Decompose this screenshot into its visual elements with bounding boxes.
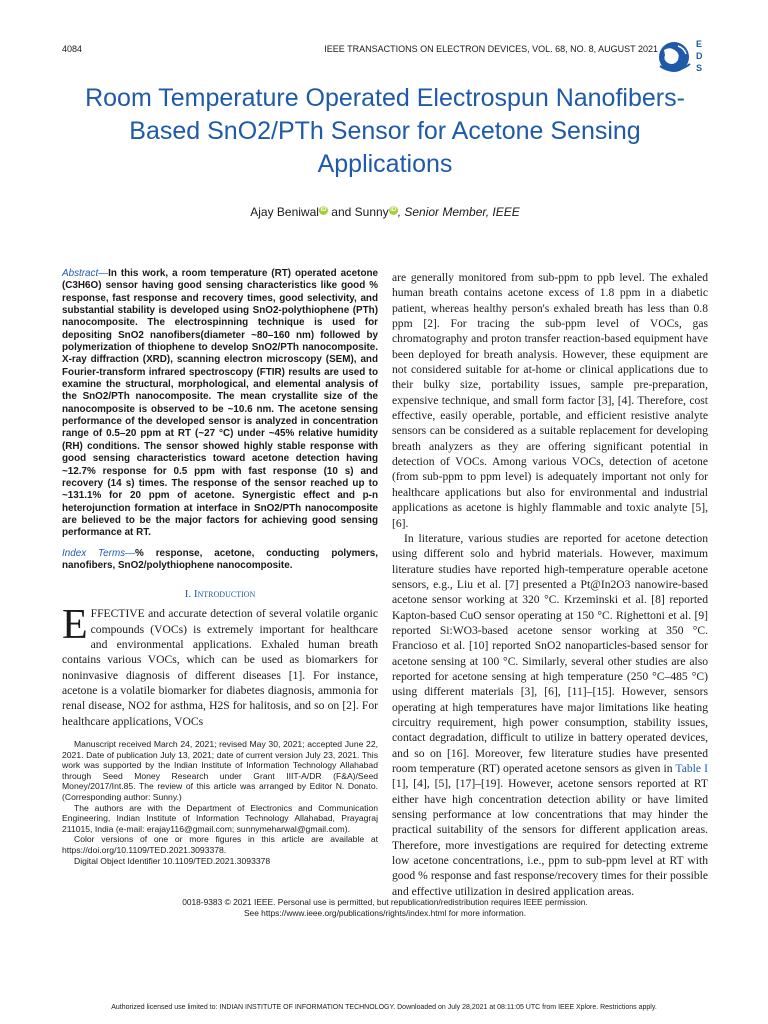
journal-name: IEEE TRANSACTIONS ON ELECTRON DEVICES, VOL. 68, NO. 8, AUGUST 2021 [324, 44, 658, 54]
paper-title: Room Temperature Operated Electrospun Nanofibers-Based SnO2/PTh Sensor for Acetone Sensing Applications [85, 84, 685, 178]
footnotes [62, 739, 378, 866]
author-line [62, 205, 708, 219]
page-number: 4084 [62, 44, 83, 54]
author-membership: , Senior Member, IEEE [397, 205, 520, 219]
svg-text:S: S [696, 63, 703, 73]
author-name: Sunny [354, 205, 389, 219]
orcid-icon[interactable]: iD [320, 207, 327, 213]
section-title: Introduction [193, 588, 256, 601]
section-number: I. [184, 588, 192, 601]
body-paragraph [392, 531, 708, 899]
author-conjunction: and [331, 205, 352, 219]
abstract [62, 268, 378, 540]
svg-text:D: D [696, 51, 703, 61]
footnote-affiliation: The authors are with the Department of Electronics and Communication Engineering, Indian Institute of Information Technology Allahabad, Prayagraj 211015, India (e-mail: erajay116@gmail.com; sunnymeharwal@gmail.com). [62, 802, 378, 834]
index-terms-text: % response, acetone, conducting polymers, nanofibers, SnO2/polythiophene nanocomposite. [62, 547, 378, 571]
body-paragraph: are generally monitored from sub-ppm to ppb level. The exhaled human breath contains acetone excess of 1.8 ppm in a diabetic patient, whereas healthy person's exhaled breath has less than 0.8 ppm [2]. For tracing the sub-ppm level of VOCs, gas chromatography and proton transfer reaction-based equipment have been deployed for breath analysis. However, these equipment are not considered suitable for at-home or clinical applications due to their bulky size, portability issues, sample pre-preparation, expensive technique, and small form factor [3], [4]. Therefore, cost effective, easily operable, portable, and efficient resistive analyte sensors can be considered as a suitable replacement for developing breath analyzers as they are offering significant potential in detection of VOCs. Among various VOCs, detection of acetone (from sub-ppm to ppm level) is adequately important not only for healthcare applications but also for environmental and industrial applications as acetone is highly flammable and toxic analyte [5], [6]. [392, 271, 708, 530]
eds-logo-icon [656, 36, 708, 78]
copyright-notice [62, 897, 708, 919]
introduction-paragraph [62, 602, 378, 729]
running-header [62, 44, 658, 58]
footnote-doi: Digital Object Identifier 10.1109/TED.2021.3093378 [74, 855, 271, 866]
section-heading [62, 588, 378, 600]
index-terms-label: Index Terms— [62, 547, 136, 559]
orcid-icon[interactable]: iD [390, 207, 397, 213]
left-column [62, 268, 378, 866]
index-terms [62, 548, 378, 573]
svg-text:E: E [696, 39, 703, 49]
footnote-manuscript: Manuscript received March 24, 2021; revised May 30, 2021; accepted June 22, 2021. Date of publication July 13, 2021; date of current version July 23, 2021. This work was supported by the Indian Institute of Information Technology Allahabad through Seed Money Research under Grant IIIT-A/DR (F&A)/Seed Money/2017/Int.85. The review of this article was arranged by Editor N. Donato. (Corresponding author: Sunny.) [62, 739, 378, 802]
drop-cap: E [62, 602, 88, 649]
copyright-line: See https://www.ieee.org/publications/rights/index.html for more information. [243, 908, 527, 918]
abstract-text: In this work, a room temperature (RT) operated acetone (C3H6O) sensor having good sensing characteristics like good % response, fast response and recovery times, good selectivity, and substantial stability is developed using SnO2-polythiophene (PTh) nanocomposite. The electrospinning technique is used for depositing SnO2 nanofibers(diameter ~80–160 nm) followed by polymerization of thiophene to develop SnO2/PTh nanocomposite. X-ray diffraction (XRD), scanning electron microscopy (SEM), and Fourier-transform infrared spectroscopy (FTIR) results are used to examine the structural, morphological, and elemental analysis of the SnO2/PTh nanocomposite. The mean crystallite size of the nanocomposite is observed to be ~10.6 nm. The acetone sensing performance of the developed sensor is analyzed in concentration range of 0.5–20 ppm at RT (~27 °C) under ~45% relative humidity (RH) conditions. The sensor showed highly stable response with good sensing characteristics toward acetone detection having ~12.7% response for 0.5 ppm with fast response (10 s) and recovery (14 s) times. The response of the sensor reached up to ~131.1% for 20 ppm of acetone. Synergistic effect and p-n heterojunction formation at interface in SnO2/PTh nanocomposite are believed to be the major factors for achieving good sensing performance at RT. [62, 268, 378, 539]
intro-text: FFECTIVE and accurate detection of several volatile organic compounds (VOCs) is extremely important for healthcare and environmental applications. Exhaled human breath contains various VOCs, which can be used as biomarkers for noninvasive diagnosis of different diseases [1]. For instance, acetone is a volatile biomarker for diabetes diagnosis, ammonia for renal disease, NO2 for asthma, H2S for halitosis, and so on [2]. For healthcare applications, VOCs [62, 607, 378, 728]
abstract-label: Abstract— [62, 268, 109, 279]
body-text: [1], [4], [5], [17]–[19]. However, acetone sensors reported at RT either have high concentration detection ability or have limited sensing performance at low concentrations that may hinder the practical suitability of the sensors for different application areas. Therefore, more investigations are required for detecting extreme low acetone concentrations, i.e., ppm to sub-ppm level at RT with good % response and fast response/recovery times for their possible and effective utilization in desired application areas. [392, 777, 708, 898]
table-reference-link[interactable]: Table I [675, 762, 708, 775]
license-notice: Authorized licensed use limited to: INDIAN INSTITUTE OF INFORMATION TECHNOLOGY. Downloaded on July 28,2021 at 08:11:05 UTC from IEEE Xplore. Restrictions apply. [111, 1004, 657, 1011]
copyright-line: 0018-9383 © 2021 IEEE. Personal use is permitted, but republication/redistribution requires IEEE permission. [182, 897, 588, 907]
author-name: Ajay Beniwal [250, 205, 319, 219]
footnote-color: Color versions of one or more figures in this article are available at https://doi.org/10.1109/TED.2021.3093378. [62, 834, 378, 855]
body-text: In literature, various studies are reported for acetone detection using different solo and hybrid materials. However, maximum literature studies have reported high-temperature operable acetone sensors, e.g., Liu et al. [7] presented a Pt@In2O3 nanowire-based acetone sensor working at 320 °C. Krzeminski et al. [8] reported Kapton-based CuO sensor operating at 150 °C. Righettoni et al. [9] reported Si:WO3-based acetone sensor working at 350 °C. Francioso et al. [10] reported SnO2 nanoparticles-based sensor for acetone sensing at 100 °C. Similarly, several other studies are also reported for acetone sensing at high temperature (250 °C–485 °C) using different materials [3], [6], [11]–[15]. However, sensors operating at high temperatures have major limitations like heating circuitry requirement, high power consumption, stability issues, contact degradation, difficult to utilize in battery operated devices, and so on [16]. Moreover, few literature studies have presented room temperature (RT) operated acetone sensors as given in [392, 531, 708, 775]
right-column [392, 270, 708, 899]
